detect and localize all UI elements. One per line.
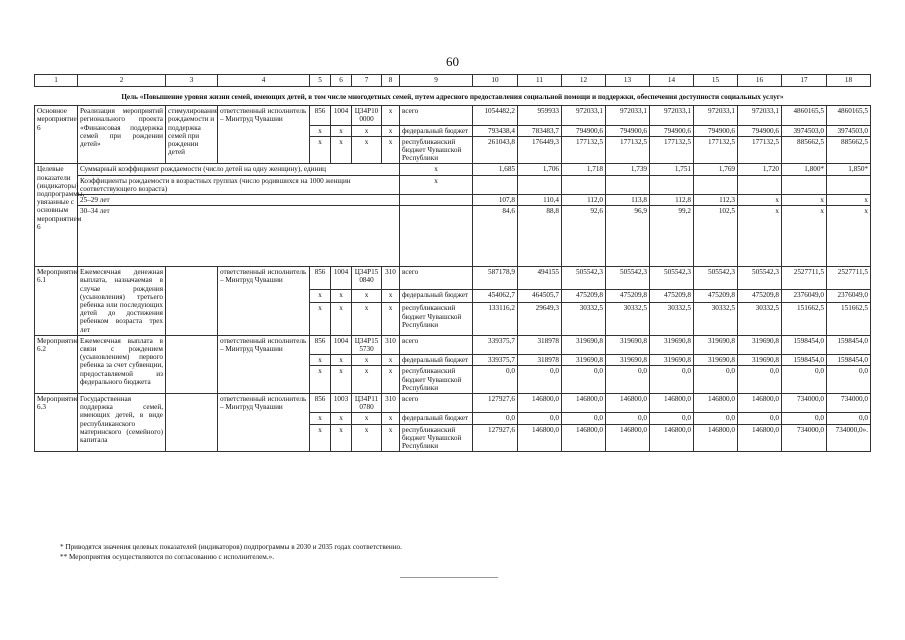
amount-cell: 0,0 — [782, 413, 827, 424]
amount-cell: 972033,1 — [650, 106, 694, 125]
indicator-value: 88,8 — [518, 206, 562, 267]
amount-cell: 794900,6 — [738, 125, 782, 136]
amount-cell: 30332,5 — [606, 303, 650, 336]
amount-cell: 127927,6 — [473, 394, 518, 413]
amount-cell: 0,0 — [694, 413, 738, 424]
indicator-value: x — [738, 206, 782, 267]
event-responsible: ответственный исполнитель – Минтруд Чувашии — [218, 394, 310, 452]
ministry-code: 856 — [310, 394, 331, 413]
amount-cell: 29649,3 — [518, 303, 562, 336]
amount-cell: 146800,0 — [562, 424, 606, 452]
funding-source: всего — [400, 394, 473, 413]
ministry-code: 856 — [310, 335, 331, 354]
column-number: 1 — [35, 75, 78, 87]
amount-cell: 0,0 — [562, 366, 606, 394]
indicator-value: 1,769 — [694, 164, 738, 175]
target-article-code: x — [352, 136, 382, 164]
amount-cell: 972033,1 — [562, 106, 606, 125]
section-code: 1003 — [331, 394, 352, 413]
amount-cell: 0,0 — [650, 413, 694, 424]
amount-cell: 0,0 — [650, 366, 694, 394]
amount-cell: 972033,1 — [738, 106, 782, 125]
amount-cell: 475209,8 — [650, 290, 694, 303]
amount-cell: 177132,5 — [650, 136, 694, 164]
indicator-row — [35, 195, 871, 206]
amount-cell: 794900,6 — [562, 125, 606, 136]
target-article-code: x — [352, 303, 382, 336]
indicator-value — [518, 175, 562, 194]
amount-cell: 0,0 — [518, 366, 562, 394]
section-code: x — [331, 136, 352, 164]
funding-source: всего — [400, 106, 473, 125]
indicator-marker — [400, 195, 473, 206]
amount-cell: 319690,8 — [562, 335, 606, 354]
amount-cell: 885662,5 — [782, 136, 827, 164]
table-row — [35, 267, 871, 290]
ministry-code: x — [310, 136, 331, 164]
footnote-2: ** Мероприятия осуществляются по согласованию с исполнителем.». — [60, 553, 275, 561]
funding-source: республиканский бюджет Чувашской Республики — [400, 366, 473, 394]
expense-type-code: 310 — [382, 394, 400, 413]
amount-cell: 177132,5 — [738, 136, 782, 164]
event-name: Реализация мероприятий регионального проекта «Финансовая поддержка семей при рождении детей» — [78, 106, 166, 164]
indicator-value: 1,706 — [518, 164, 562, 175]
section-code: 1004 — [331, 267, 352, 290]
target-article-code: Ц34Р10 0000 — [352, 106, 382, 125]
funding-source: федеральный бюджет — [400, 413, 473, 424]
target-article-code: x — [352, 290, 382, 303]
amount-cell: 505542,3 — [606, 267, 650, 290]
funding-source: федеральный бюджет — [400, 290, 473, 303]
amount-cell: 794900,6 — [650, 125, 694, 136]
ministry-code: x — [310, 355, 331, 366]
column-number: 12 — [562, 75, 606, 87]
indicator-value — [606, 175, 650, 194]
amount-cell: 464505,7 — [518, 290, 562, 303]
event-name: Государственная поддержка семей, имеющих детей, в виде республиканского материнского (семейного) капитала — [78, 394, 166, 452]
indicator-value: 96,9 — [606, 206, 650, 267]
amount-cell: 972033,1 — [694, 106, 738, 125]
indicator-marker — [400, 206, 473, 267]
amount-cell: 734000,0 — [782, 424, 827, 452]
section-code: 1004 — [331, 335, 352, 354]
column-number: 15 — [694, 75, 738, 87]
amount-cell: 734000,0». — [827, 424, 871, 452]
amount-cell: 319690,8 — [694, 355, 738, 366]
target-article-code: Ц34Р15 5730 — [352, 335, 382, 354]
indicator-value: 1,751 — [650, 164, 694, 175]
bottom-divider — [400, 577, 498, 578]
indicator-name: 30–34 лет — [78, 206, 400, 267]
event-goal-link — [166, 267, 218, 336]
amount-cell: 261043,8 — [473, 136, 518, 164]
amount-cell: 3974503,0 — [782, 125, 827, 136]
amount-cell: 146800,0 — [694, 424, 738, 452]
indicator-value: 1,739 — [606, 164, 650, 175]
target-article-code: x — [352, 424, 382, 452]
funding-source: всего — [400, 335, 473, 354]
amount-cell: 1598454,0 — [782, 355, 827, 366]
expense-type-code: x — [382, 355, 400, 366]
ministry-code: x — [310, 424, 331, 452]
expense-type-code: x — [382, 366, 400, 394]
event-name: Ежемесячная денежная выплата, назначаемая в случае рождения (усыновления) третьего ребенка или последующих детей до достижения ребенком возраста трех лет — [78, 267, 166, 336]
amount-cell: 0,0 — [827, 366, 871, 394]
amount-cell: 319690,8 — [738, 335, 782, 354]
target-article-code: Ц34Р11 0780 — [352, 394, 382, 413]
amount-cell: 475209,8 — [738, 290, 782, 303]
expense-type-code: x — [382, 413, 400, 424]
amount-cell: 339375,7 — [473, 355, 518, 366]
amount-cell: 146800,0 — [518, 394, 562, 413]
amount-cell: 794900,6 — [606, 125, 650, 136]
indicator-value — [562, 175, 606, 194]
column-number: 5 — [310, 75, 331, 87]
column-number: 3 — [166, 75, 218, 87]
amount-cell: 146800,0 — [694, 394, 738, 413]
amount-cell: 1598454,0 — [827, 335, 871, 354]
amount-cell: 2527711,5 — [827, 267, 871, 290]
amount-cell: 146800,0 — [606, 424, 650, 452]
amount-cell: 475209,8 — [694, 290, 738, 303]
amount-cell: 505542,3 — [694, 267, 738, 290]
funding-source: федеральный бюджет — [400, 355, 473, 366]
footnote-1: * Приводятся значения целевых показателей (индикаторов) подпрограммы в 2030 и 2035 годах соответственно. — [60, 543, 402, 551]
indicator-row — [35, 206, 871, 267]
column-number: 7 — [352, 75, 382, 87]
page-number: 60 — [446, 54, 459, 69]
indicator-value: 84,6 — [473, 206, 518, 267]
amount-cell: 127927,6 — [473, 424, 518, 452]
amount-cell: 0,0 — [606, 366, 650, 394]
column-number: 8 — [382, 75, 400, 87]
indicator-value: 1,718 — [562, 164, 606, 175]
section-code: 1004 — [331, 106, 352, 125]
indicator-row — [35, 175, 871, 194]
amount-cell: 2527711,5 — [782, 267, 827, 290]
amount-cell: 319690,8 — [738, 355, 782, 366]
goal-text: Цель «Повышение уровня жизни семей, имеющих детей, в том числе многодетных семей, путем адресного предоставления социальной помощи и поддержки, обеспечения доступности социальных услуг» — [35, 87, 871, 106]
amount-cell: 1598454,0 — [827, 355, 871, 366]
amount-cell: 146800,0 — [650, 394, 694, 413]
amount-cell: 146800,0 — [738, 394, 782, 413]
amount-cell: 494155 — [518, 267, 562, 290]
amount-cell: 319690,8 — [694, 335, 738, 354]
funding-source: республиканский бюджет Чувашской Республики — [400, 424, 473, 452]
section-code: x — [331, 366, 352, 394]
amount-cell: 146800,0 — [650, 424, 694, 452]
column-number: 4 — [218, 75, 310, 87]
event-code: Мероприятие 6.2 — [35, 335, 78, 393]
column-number: 10 — [473, 75, 518, 87]
amount-cell: 475209,8 — [606, 290, 650, 303]
event-code: Мероприятие 6.1 — [35, 267, 78, 336]
indicators-label: Целевые показатели (индикаторы) подпрограммы, увязанные с основным мероприятием 6 — [35, 164, 78, 267]
amount-cell: 0,0 — [562, 413, 606, 424]
amount-cell: 30332,5 — [738, 303, 782, 336]
amount-cell: 133116,2 — [473, 303, 518, 336]
indicator-value: 112,0 — [562, 195, 606, 206]
indicator-value — [650, 175, 694, 194]
funding-source: федеральный бюджет — [400, 125, 473, 136]
amount-cell: 319690,8 — [650, 335, 694, 354]
indicator-value: x — [782, 195, 827, 206]
amount-cell: 146800,0 — [606, 394, 650, 413]
indicator-name: 25–29 лет — [78, 195, 400, 206]
target-article-code: x — [352, 355, 382, 366]
event-responsible: ответственный исполнитель – Минтруд Чувашии — [218, 106, 310, 164]
section-code: x — [331, 303, 352, 336]
event-responsible: ответственный исполнитель – Минтруд Чувашии — [218, 267, 310, 336]
expense-type-code: 310 — [382, 335, 400, 354]
amount-cell: 1054482,2 — [473, 106, 518, 125]
amount-cell: 0,0 — [827, 413, 871, 424]
indicator-value: x — [827, 195, 871, 206]
indicator-marker: x — [400, 164, 473, 175]
amount-cell: 505542,3 — [562, 267, 606, 290]
amount-cell: 734000,0 — [782, 394, 827, 413]
amount-cell: 4860165,5 — [827, 106, 871, 125]
ministry-code: x — [310, 125, 331, 136]
amount-cell: 0,0 — [738, 413, 782, 424]
column-number: 17 — [782, 75, 827, 87]
amount-cell: 0,0 — [606, 413, 650, 424]
indicator-value: 110,4 — [518, 195, 562, 206]
indicator-value: x — [738, 195, 782, 206]
amount-cell: 146800,0 — [738, 424, 782, 452]
indicator-value: 1,850* — [827, 164, 871, 175]
target-article-code: x — [352, 366, 382, 394]
amount-cell: 30332,5 — [562, 303, 606, 336]
expense-type-code: x — [382, 290, 400, 303]
amount-cell: 177132,5 — [694, 136, 738, 164]
amount-cell: 2376049,0 — [782, 290, 827, 303]
funding-source: всего — [400, 267, 473, 290]
amount-cell: 475209,8 — [562, 290, 606, 303]
amount-cell: 339375,7 — [473, 335, 518, 354]
amount-cell: 959933 — [518, 106, 562, 125]
expense-type-code: x — [382, 424, 400, 452]
amount-cell: 972033,1 — [606, 106, 650, 125]
indicator-value: x — [827, 206, 871, 267]
column-number-row — [35, 75, 871, 87]
amount-cell: 4860165,5 — [782, 106, 827, 125]
ministry-code: x — [310, 290, 331, 303]
amount-cell: 319690,8 — [606, 335, 650, 354]
amount-cell: 793438,4 — [473, 125, 518, 136]
target-article-code: x — [352, 125, 382, 136]
indicator-marker: x — [400, 175, 473, 194]
amount-cell: 587178,9 — [473, 267, 518, 290]
indicator-row — [35, 164, 871, 175]
expense-type-code: x — [382, 303, 400, 336]
indicator-name: Суммарный коэффициент рождаемости (число детей на одну женщину), единиц — [78, 164, 400, 175]
amount-cell: 0,0 — [473, 413, 518, 424]
amount-cell: 0,0 — [738, 366, 782, 394]
indicator-value — [738, 175, 782, 194]
section-code: x — [331, 290, 352, 303]
expense-type-code: x — [382, 136, 400, 164]
indicator-value: 102,5 — [694, 206, 738, 267]
amount-cell: 151662,5 — [827, 303, 871, 336]
amount-cell: 1598454,0 — [782, 335, 827, 354]
event-goal-link — [166, 335, 218, 393]
column-number: 9 — [400, 75, 473, 87]
indicator-value: 113,8 — [606, 195, 650, 206]
target-article-code: x — [352, 413, 382, 424]
table-row — [35, 335, 871, 354]
indicator-value: 1,800* — [782, 164, 827, 175]
indicator-value: 99,2 — [650, 206, 694, 267]
column-number: 6 — [331, 75, 352, 87]
ministry-code: 856 — [310, 106, 331, 125]
ministry-code: x — [310, 413, 331, 424]
expense-type-code: 310 — [382, 267, 400, 290]
indicator-value — [694, 175, 738, 194]
amount-cell: 0,0 — [694, 366, 738, 394]
section-code: x — [331, 424, 352, 452]
amount-cell: 319690,8 — [562, 355, 606, 366]
expense-type-code: x — [382, 125, 400, 136]
indicator-value: x — [782, 206, 827, 267]
amount-cell: 146800,0 — [518, 424, 562, 452]
indicator-value: 112,3 — [694, 195, 738, 206]
indicator-value: 1,720 — [738, 164, 782, 175]
indicator-value — [827, 175, 871, 194]
amount-cell: 885662,5 — [827, 136, 871, 164]
ministry-code: x — [310, 366, 331, 394]
amount-cell: 146800,0 — [562, 394, 606, 413]
indicator-value — [473, 175, 518, 194]
goal-row — [35, 87, 871, 106]
budget-table — [34, 74, 871, 452]
amount-cell: 177132,5 — [606, 136, 650, 164]
section-code: x — [331, 125, 352, 136]
amount-cell: 0,0 — [782, 366, 827, 394]
column-number: 2 — [78, 75, 166, 87]
indicator-value: 112,8 — [650, 195, 694, 206]
column-number: 16 — [738, 75, 782, 87]
indicator-value: 107,8 — [473, 195, 518, 206]
amount-cell: 176449,3 — [518, 136, 562, 164]
event-goal-link — [166, 394, 218, 452]
amount-cell: 30332,5 — [650, 303, 694, 336]
expense-type-code: x — [382, 106, 400, 125]
amount-cell: 318978 — [518, 335, 562, 354]
indicator-value: 1,685 — [473, 164, 518, 175]
amount-cell: 318978 — [518, 355, 562, 366]
indicator-value — [782, 175, 827, 194]
amount-cell: 2376049,0 — [827, 290, 871, 303]
event-goal-link: стимулирование рождаемости и поддержка семей при рождении детей — [166, 106, 218, 164]
column-number: 18 — [827, 75, 871, 87]
amount-cell: 177132,5 — [562, 136, 606, 164]
funding-source: республиканский бюджет Чувашской Республики — [400, 136, 473, 164]
amount-cell: 505542,3 — [738, 267, 782, 290]
section-code: x — [331, 355, 352, 366]
indicator-name: Коэффициенты рождаемости в возрастных группах (число родившихся на 1000 женщин соответствующего возраста) — [78, 175, 400, 194]
amount-cell: 3974503,0 — [827, 125, 871, 136]
event-name: Ежемесячная выплата в связи с рождением (усыновлением) первого ребенка за счет субвенции, предоставляемой из федерального бюджета — [78, 335, 166, 393]
section-code: x — [331, 413, 352, 424]
target-article-code: Ц34Р15 0840 — [352, 267, 382, 290]
event-code: Основное мероприятие 6 — [35, 106, 78, 164]
amount-cell: 0,0 — [473, 366, 518, 394]
table-row — [35, 394, 871, 413]
column-number: 13 — [606, 75, 650, 87]
amount-cell: 30332,5 — [694, 303, 738, 336]
footnotes — [60, 542, 402, 562]
column-number: 14 — [650, 75, 694, 87]
table-row — [35, 106, 871, 125]
event-responsible: ответственный исполнитель – Минтруд Чувашии — [218, 335, 310, 393]
amount-cell: 505542,3 — [650, 267, 694, 290]
ministry-code: 856 — [310, 267, 331, 290]
amount-cell: 319690,8 — [650, 355, 694, 366]
amount-cell: 0,0 — [518, 413, 562, 424]
amount-cell: 794900,6 — [694, 125, 738, 136]
indicator-value: 92,6 — [562, 206, 606, 267]
amount-cell: 734000,0 — [827, 394, 871, 413]
amount-cell: 783483,7 — [518, 125, 562, 136]
column-number: 11 — [518, 75, 562, 87]
amount-cell: 319690,8 — [606, 355, 650, 366]
amount-cell: 454062,7 — [473, 290, 518, 303]
funding-source: республиканский бюджет Чувашской Республики — [400, 303, 473, 336]
ministry-code: x — [310, 303, 331, 336]
event-code: Мероприятие 6.3 — [35, 394, 78, 452]
amount-cell: 151662,5 — [782, 303, 827, 336]
